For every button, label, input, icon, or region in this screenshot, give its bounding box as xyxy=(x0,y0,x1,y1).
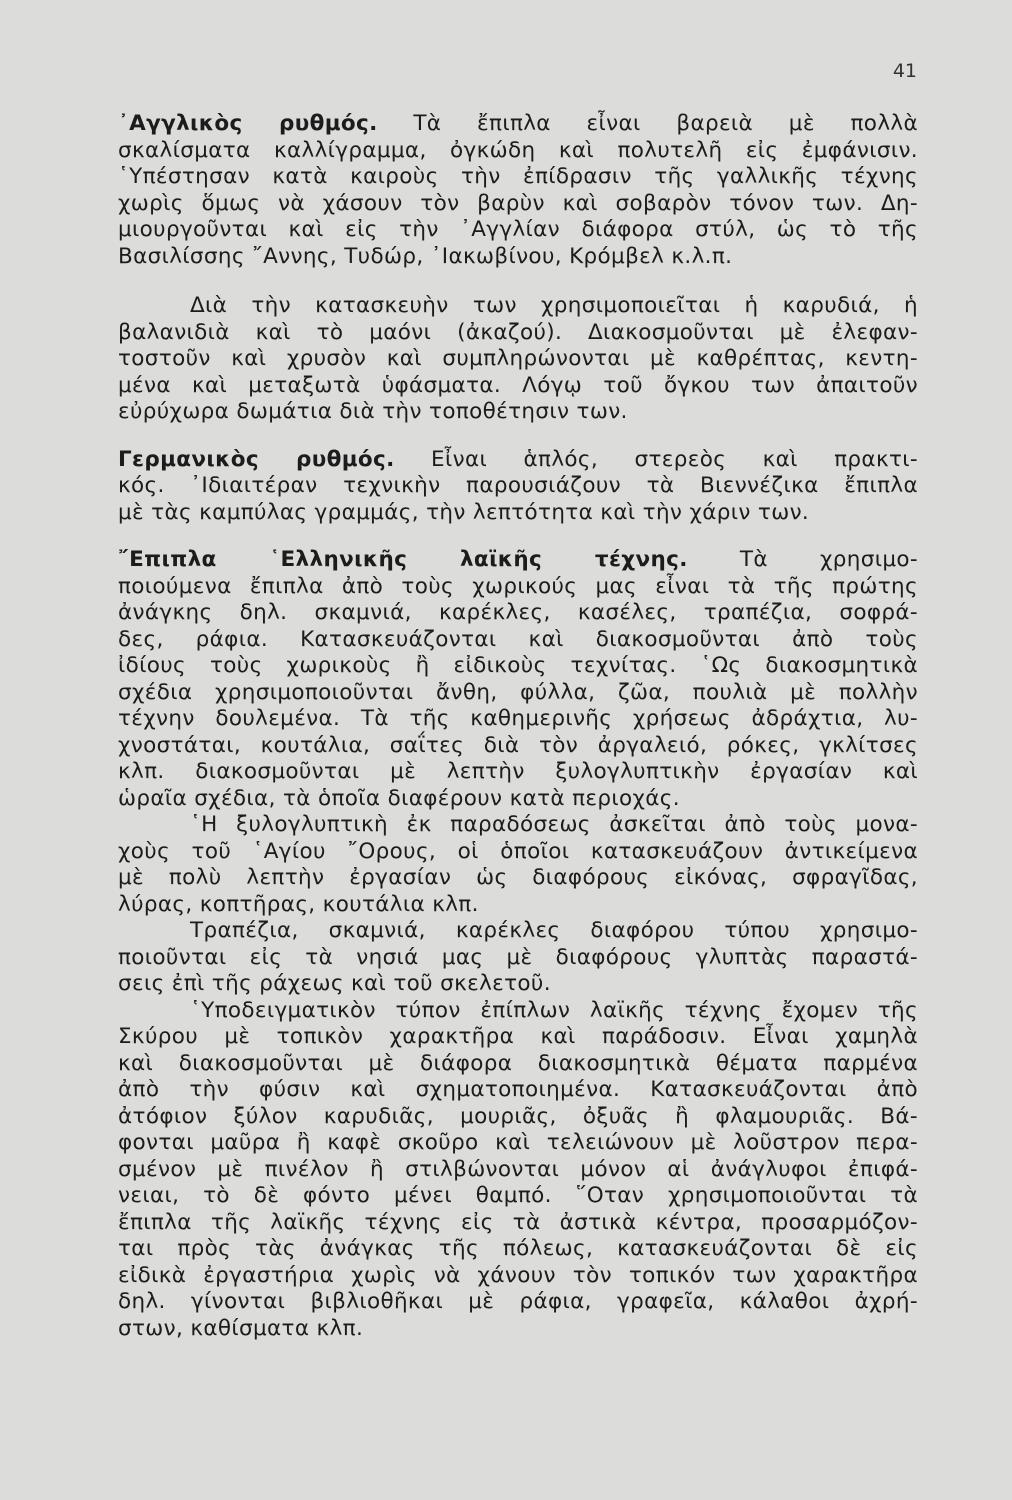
line-text: δηλ. γίνονται βιβλιοθῆκαι μὲ ράφια, γραφεῖα, κάλαθοι ἀχρή- xyxy=(118,1289,918,1314)
line-text: ἔπιπλα τῆς λαϊκῆς τέχνης εἰς τὰ ἀστικὰ κέντρα, προσαρμόζον- xyxy=(118,1209,918,1235)
line-text: μὲ τὰς καμπύλας γραμμάς, τὴν λεπτότητα καὶ τὴν χάριν των. xyxy=(118,499,810,525)
text-line xyxy=(118,971,918,998)
paragraph xyxy=(118,447,918,527)
text-line xyxy=(118,1263,918,1290)
line-text: βαλανιδιὰ καὶ τὸ μαόνι (ἀκαζού). Διακοσμοῦνται μὲ ἐλεφαν- xyxy=(118,319,918,345)
section-heading: ῎Επιπλα ῾Ελληνικῆς λαϊκῆς τέχνης. xyxy=(118,547,688,572)
text-line xyxy=(118,680,918,707)
line-text: μιουργοῦνται καὶ εἰς τὴν ᾿Αγγλίαν διάφορα στύλ, ὡς τὸ τῆς xyxy=(118,217,918,242)
line-text: κλπ. διακοσμοῦνται μὲ λεπτὴν ξυλογλυπτικὴν ἐργασίαν καὶ xyxy=(118,759,918,784)
line-text: στων, καθίσματα κλπ. xyxy=(118,1315,364,1341)
text-line xyxy=(118,945,918,972)
text-line xyxy=(118,191,918,218)
line-text: ὡραῖα σχέδια, τὰ ὁποῖα διαφέρουν κατὰ περιοχάς. xyxy=(118,785,680,811)
line-text: Τραπέζια, σκαμνιά, καρέκλες διαφόρου τύπου χρησιμο- xyxy=(190,918,918,943)
text-line xyxy=(118,786,918,813)
paragraph xyxy=(118,812,918,918)
line-text: σεις ἐπὶ τῆς ράχεως καὶ τοῦ σκελετοῦ. xyxy=(118,971,551,996)
line-text: ποιοῦνται εἰς τὰ νησιά μας μὲ διαφόρους γλυπτὰς παραστά- xyxy=(118,944,918,970)
text-line xyxy=(118,1024,918,1051)
paragraph xyxy=(118,547,918,812)
line-text: λύρας, κοπτῆρας, κουτάλια κλπ. xyxy=(118,891,479,917)
text-line xyxy=(118,1077,918,1104)
text-line xyxy=(118,111,918,138)
line-text: Τὰ χρησιμο- xyxy=(687,547,918,572)
line-text: τέχνην δουλεμένα. Τὰ τῆς καθημερινῆς χρήσεως ἀδράχτια, λυ- xyxy=(118,706,918,731)
text-line xyxy=(118,293,918,320)
line-text: Τὰ ἔπιπλα εἶναι βαρειὰ μὲ πολλὰ xyxy=(377,111,918,136)
text-line xyxy=(118,998,918,1025)
text-line xyxy=(118,1157,918,1184)
line-text: σκαλίσματα καλλίγραμμα, ὀγκώδη καὶ πολυτελῆ εἰς ἐμφάνισιν. xyxy=(118,137,918,163)
line-text: ἀτόφιον ξύλον καρυδιᾶς, μουριᾶς, ὀξυᾶς ἢ φλαμουριᾶς. Βά- xyxy=(118,1103,918,1129)
text-line xyxy=(118,653,918,680)
text-line xyxy=(118,1051,918,1078)
text-line xyxy=(118,733,918,760)
paragraph xyxy=(118,111,918,270)
paragraph xyxy=(118,293,918,426)
line-text: σχέδια χρησιμοποιοῦνται ἄνθη, φύλλα, ζῶα, πουλιὰ μὲ πολλὴν xyxy=(118,679,918,705)
line-text: Βασιλίσσης ῎Αννης, Τυδώρ, ᾿Ιακωβίνου, Κρόμβελ κ.λ.π. xyxy=(118,243,733,269)
text-line xyxy=(118,759,918,786)
text-line xyxy=(118,600,918,627)
line-text: νειαι, τὸ δὲ φόντο μένει θαμπό. ῞Οταν χρησιμοποιοῦνται τὰ xyxy=(118,1183,918,1208)
text-line xyxy=(118,1130,918,1157)
text-line xyxy=(118,1183,918,1210)
text-line xyxy=(118,892,918,919)
line-text: μένα καὶ μεταξωτὰ ὑφάσματα. Λόγῳ τοῦ ὄγκου των ἀπαιτοῦν xyxy=(118,372,918,398)
section-heading: Γερμανικὸς ρυθμός. xyxy=(118,446,395,472)
line-text: ῾Υποδειγματικὸν τύπον ἐπίπλων λαϊκῆς τέχνης ἔχομεν τῆς xyxy=(190,997,918,1023)
paragraph xyxy=(118,918,918,998)
text-line xyxy=(118,217,918,244)
line-text: Διὰ τὴν κατασκευὴν των χρησιμοποιεῖται ἡ καρυδιά, ἡ xyxy=(190,293,918,318)
line-text: σμένον μὲ πινέλον ἢ στιλβώνονται μόνον αἱ ἀνάγλυφοι ἐπιφά- xyxy=(118,1156,918,1182)
text-line xyxy=(118,164,918,191)
line-text: ῾Υπέστησαν κατὰ καιροὺς τὴν ἐπίδρασιν τῆς γαλλικῆς τέχνης xyxy=(118,164,918,189)
section-heading: ᾿Αγγλικὸς ρυθμός. xyxy=(118,111,378,136)
text-line xyxy=(118,138,918,165)
text-line xyxy=(118,706,918,733)
text-line xyxy=(118,839,918,866)
line-text: ποιούμενα ἔπιπλα ἀπὸ τοὺς χωρικούς μας εἶναι τὰ τῆς πρώτης xyxy=(118,573,918,599)
line-text: ἀπὸ τὴν φύσιν καὶ σχηματοποιημένα. Κατασκευάζονται ἀπὸ xyxy=(118,1077,918,1102)
line-text: κός. ᾿Ιδιαιτέραν τεχνικὴν παρουσιάζουν τὰ Βιεννέζικα ἔπιπλα xyxy=(118,473,918,498)
line-text: ῾Η ξυλογλυπτικὴ ἐκ παραδόσεως ἀσκεῖται ἀπὸ τοὺς μονα- xyxy=(190,812,918,837)
text-line xyxy=(118,346,918,373)
text-line xyxy=(118,447,918,474)
page-body xyxy=(118,111,918,1342)
text-line xyxy=(118,399,918,426)
text-line xyxy=(118,244,918,271)
line-text: φονται μαῦρα ἢ καφὲ σκοῦρο καὶ τελειώνουν μὲ λοῦστρον περα- xyxy=(118,1130,918,1155)
text-line xyxy=(118,1236,918,1263)
text-line xyxy=(118,812,918,839)
line-text: χοὺς τοῦ ῾Αγίου ῎Ορους, οἱ ὁποῖοι κατασκευάζουν ἀντικείμενα xyxy=(118,838,918,864)
paragraph xyxy=(118,998,918,1343)
line-text: Εἶναι ἁπλός, στερεὸς καὶ πρακτι- xyxy=(394,446,918,472)
text-line xyxy=(118,574,918,601)
line-text: χνοστάται, κουτάλια, σαΐτες διὰ τὸν ἀργαλειό, ρόκες, γκλίτσες xyxy=(118,732,918,758)
line-text: ται πρὸς τὰς ἀνάγκας τῆς πόλεως, κατασκευάζονται δὲ εἰς xyxy=(118,1236,918,1261)
line-text: τοστοῦν καὶ χρυσὸν καὶ συμπληρώνονται μὲ καθρέπτας, κεντη- xyxy=(118,346,918,371)
line-text: Σκύρου μὲ τοπικὸν χαρακτῆρα καὶ παράδοσιν. Εἶναι χαμηλὰ xyxy=(118,1024,918,1049)
text-line xyxy=(118,1289,918,1316)
line-text: ἰδίους τοὺς χωρικοὺς ἢ εἰδικοὺς τεχνίτας. ῾Ως διακοσμητικὰ xyxy=(118,653,918,678)
text-line xyxy=(118,865,918,892)
text-line xyxy=(118,500,918,527)
line-text: χωρὶς ὅμως νὰ χάσουν τὸν βαρὺν καὶ σοβαρὸν τόνον των. Δη- xyxy=(118,190,918,216)
text-line xyxy=(118,320,918,347)
line-text: εἰδικὰ ἐργαστήρια χωρὶς νὰ χάνουν τὸν τοπικόν των χαρακτῆρα xyxy=(118,1262,918,1288)
line-text: εὐρύχωρα δωμάτια διὰ τὴν τοποθέτησιν των. xyxy=(118,399,628,424)
text-line xyxy=(118,547,918,574)
line-text: ἀνάγκης δηλ. σκαμνιά, καρέκλες, κασέλες, τραπέζια, σοφρά- xyxy=(118,600,918,625)
line-text: μὲ πολὺ λεπτὴν ἐργασίαν ὡς διαφόρους εἰκόνας, σφραγῖδας, xyxy=(118,865,918,890)
text-line xyxy=(118,473,918,500)
text-line xyxy=(118,373,918,400)
text-line xyxy=(118,918,918,945)
text-line xyxy=(118,1316,918,1343)
text-line xyxy=(118,627,918,654)
text-line xyxy=(118,1104,918,1131)
line-text: δες, ράφια. Κατασκευάζονται καὶ διακοσμοῦνται ἀπὸ τοὺς xyxy=(118,626,918,652)
page-number: 41 xyxy=(892,60,917,82)
line-text: καὶ διακοσμοῦνται μὲ διάφορα διακοσμητικὰ θέματα παρμένα xyxy=(118,1050,918,1076)
text-line xyxy=(118,1210,918,1237)
